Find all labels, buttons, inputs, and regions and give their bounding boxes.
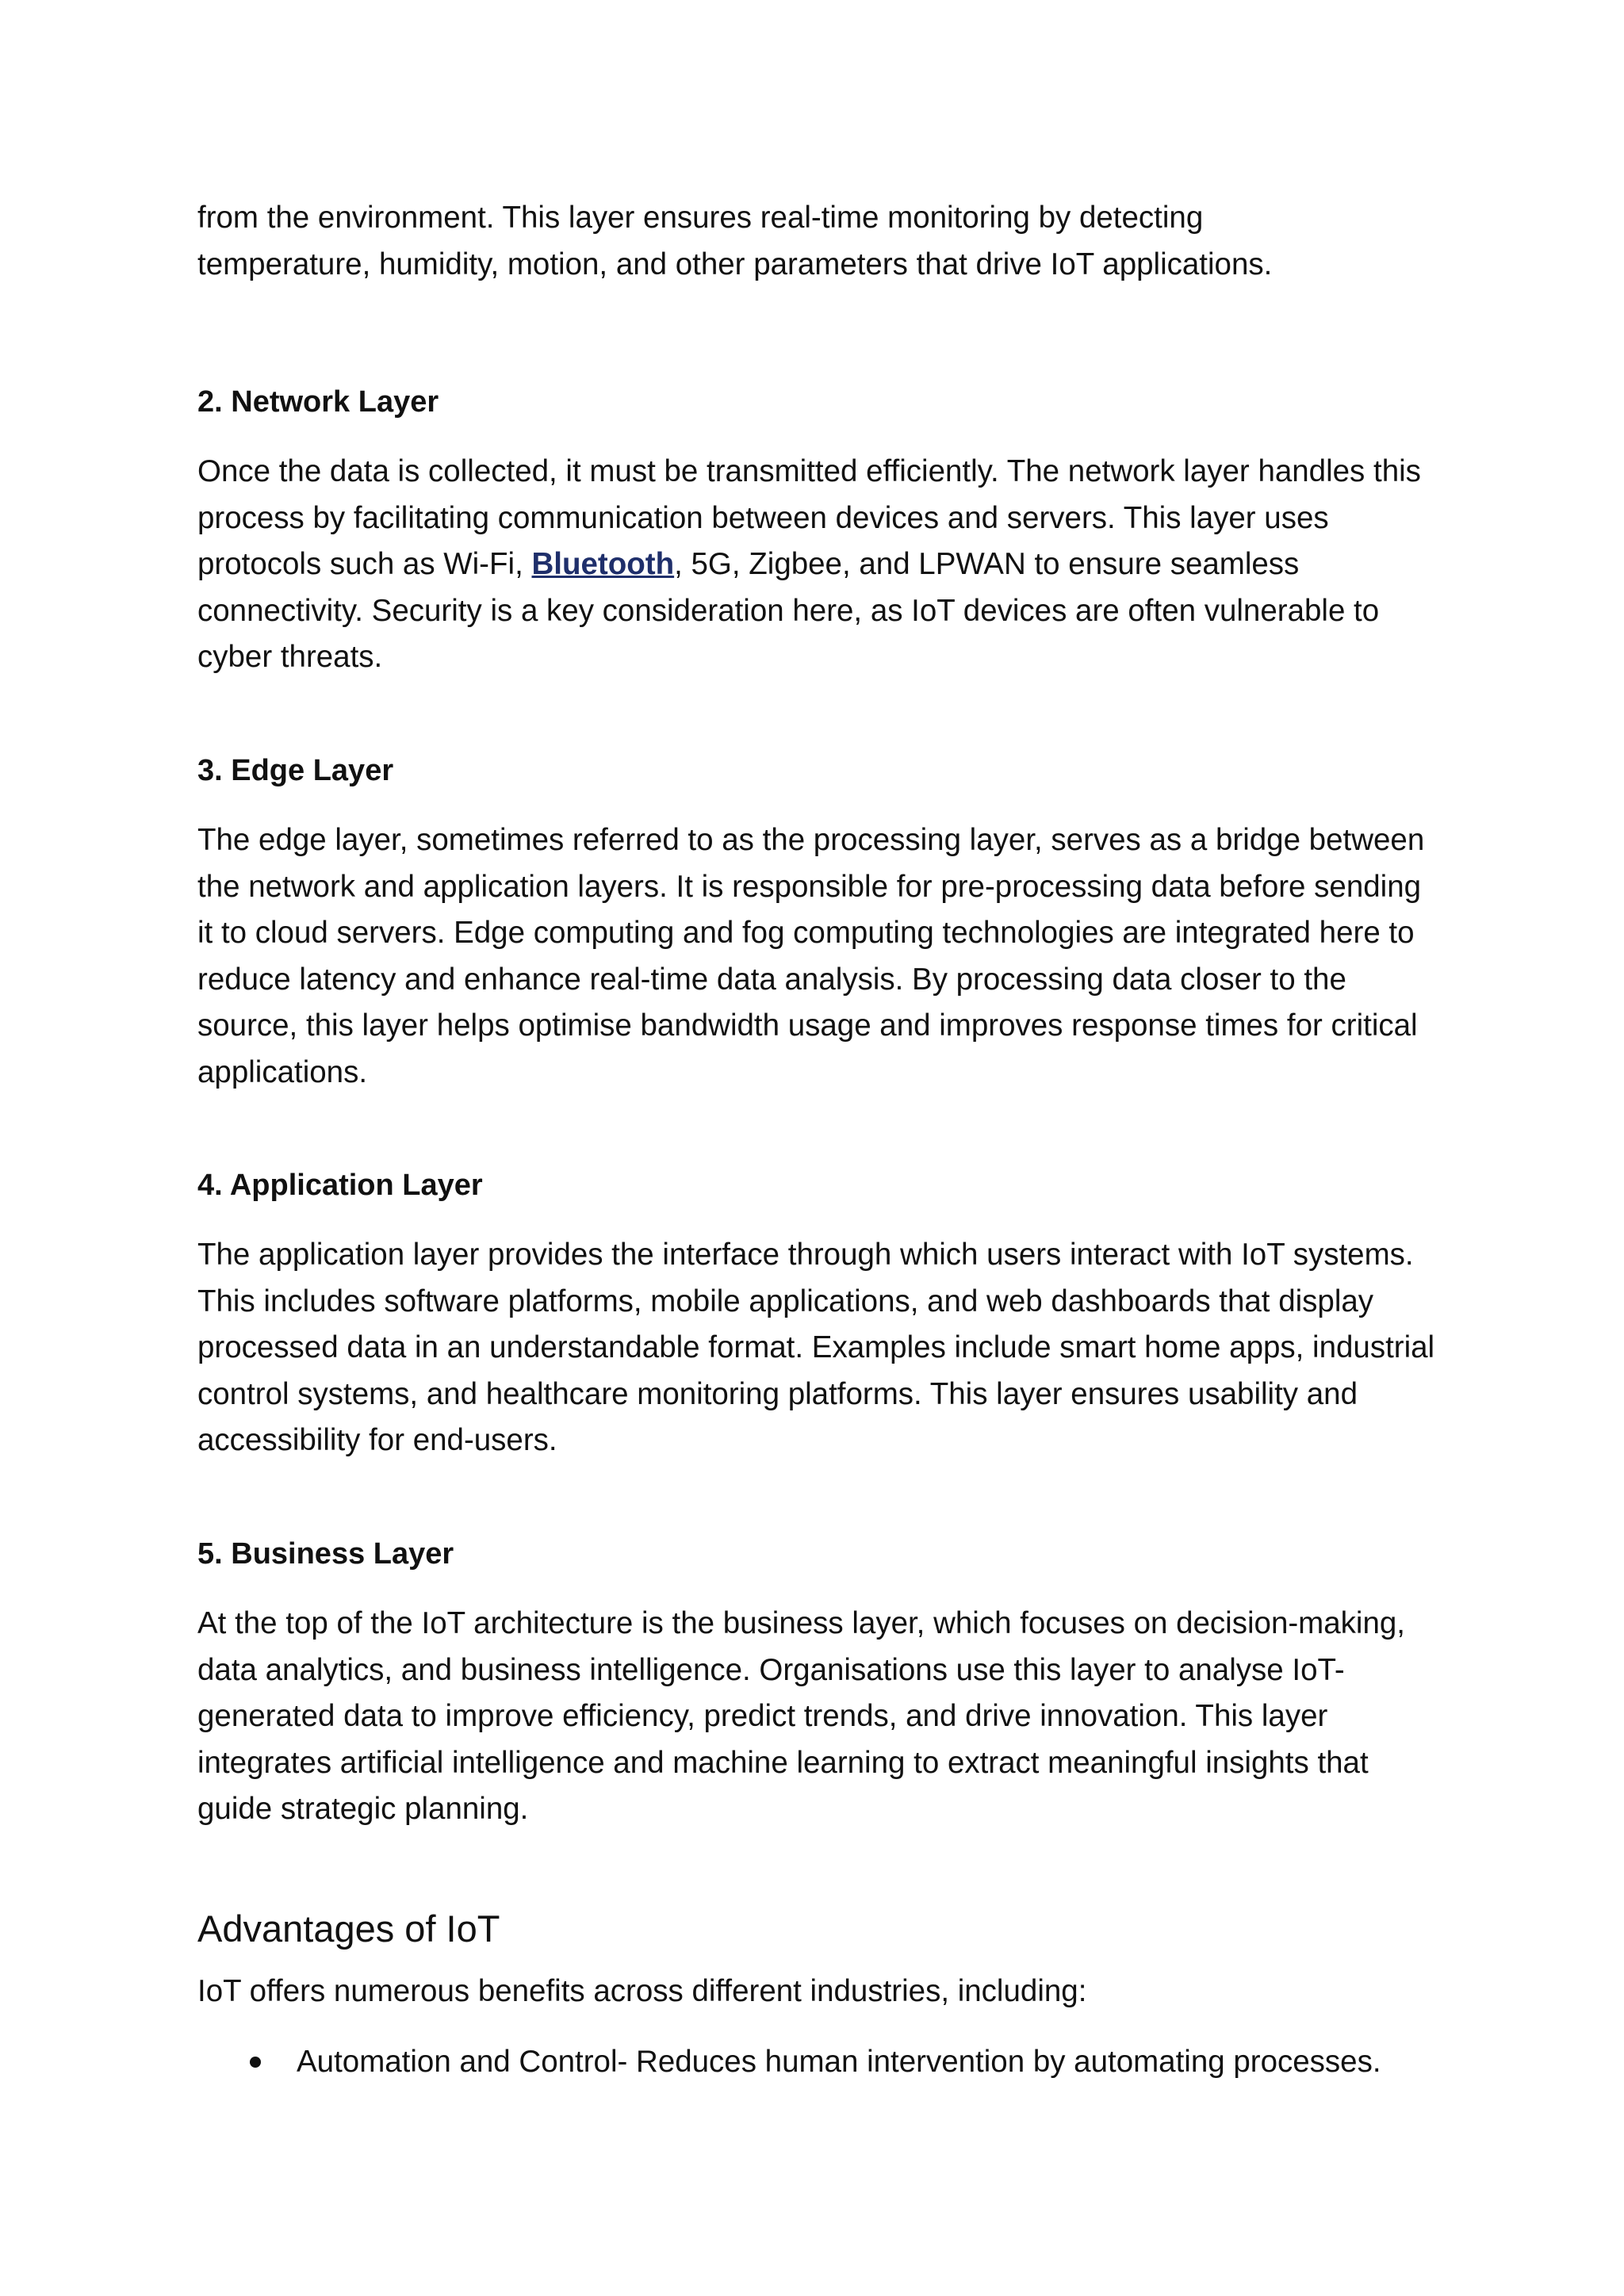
business-layer-heading: 5. Business Layer [197,1537,454,1571]
edge-layer-heading: 3. Edge Layer [197,754,394,787]
application-layer-paragraph: The application layer provides the interface through which users interact with IoT systems. This includes software platforms, mobile applications, and web dashboards that display processed data in an understandable format. Examples include smart home apps, industrial control systems, and healthcare monitoring platforms. This layer ensures usability and accessibility for end-users. [197,1238,1435,1457]
bullet-icon [250,2057,261,2068]
intro-line-1: from the environment. This layer ensures real-time monitoring by detecting [197,201,1204,235]
application-layer-heading: 4. Application Layer [197,1169,483,1202]
advantages-list [197,2039,1466,2085]
bluetooth-link[interactable]: Bluetooth [531,547,675,581]
network-layer-heading: 2. Network Layer [197,385,439,419]
list-item-text: Automation and Control- Reduces human intervention by automating processes. [297,2045,1381,2079]
business-layer-paragraph: At the top of the IoT architecture is the business layer, which focuses on decision-making, data analytics, and business intelligence. Organisations use this layer to analyse IoT-generated data to improve efficiency, predict trends, and drive innovation. This layer integrates artificial intelligence and machine learning to extract meaningful insights that guide strategic planning. [197,1606,1405,1826]
network-text-before-link: Once the data is collected, it must be transmitted efficiently. The network layer handles this process by facilitating communication between devices and servers. This layer uses protocols such as Wi-Fi, [197,454,1421,581]
network-text-after-link: , 5G, Zigbee, and LPWAN to ensure seamless connectivity. Security is a key consideration here, as IoT devices are often vulnerable to cyber threats. [197,547,1380,674]
intro-paragraph [197,195,1442,288]
edge-layer-paragraph: The edge layer, sometimes referred to as the processing layer, serves as a bridge between the network and application layers. It is responsible for pre-processing data before sending it to cloud servers. Edge computing and fog computing technologies are integrated here to reduce latency and enhance real-time data analysis. By processing data closer to the source, this layer helps optimise bandwidth usage and improves response times for critical applications. [197,823,1425,1089]
intro-line-2: temperature, humidity, motion, and other parameters that drive IoT applications. [197,247,1273,281]
advantages-intro: IoT offers numerous benefits across different industries, including: [197,1974,1087,2008]
advantages-section-title: Advantages of IoT [197,1908,500,1950]
list-item [197,2039,1466,2085]
network-layer-paragraph [197,449,1442,681]
